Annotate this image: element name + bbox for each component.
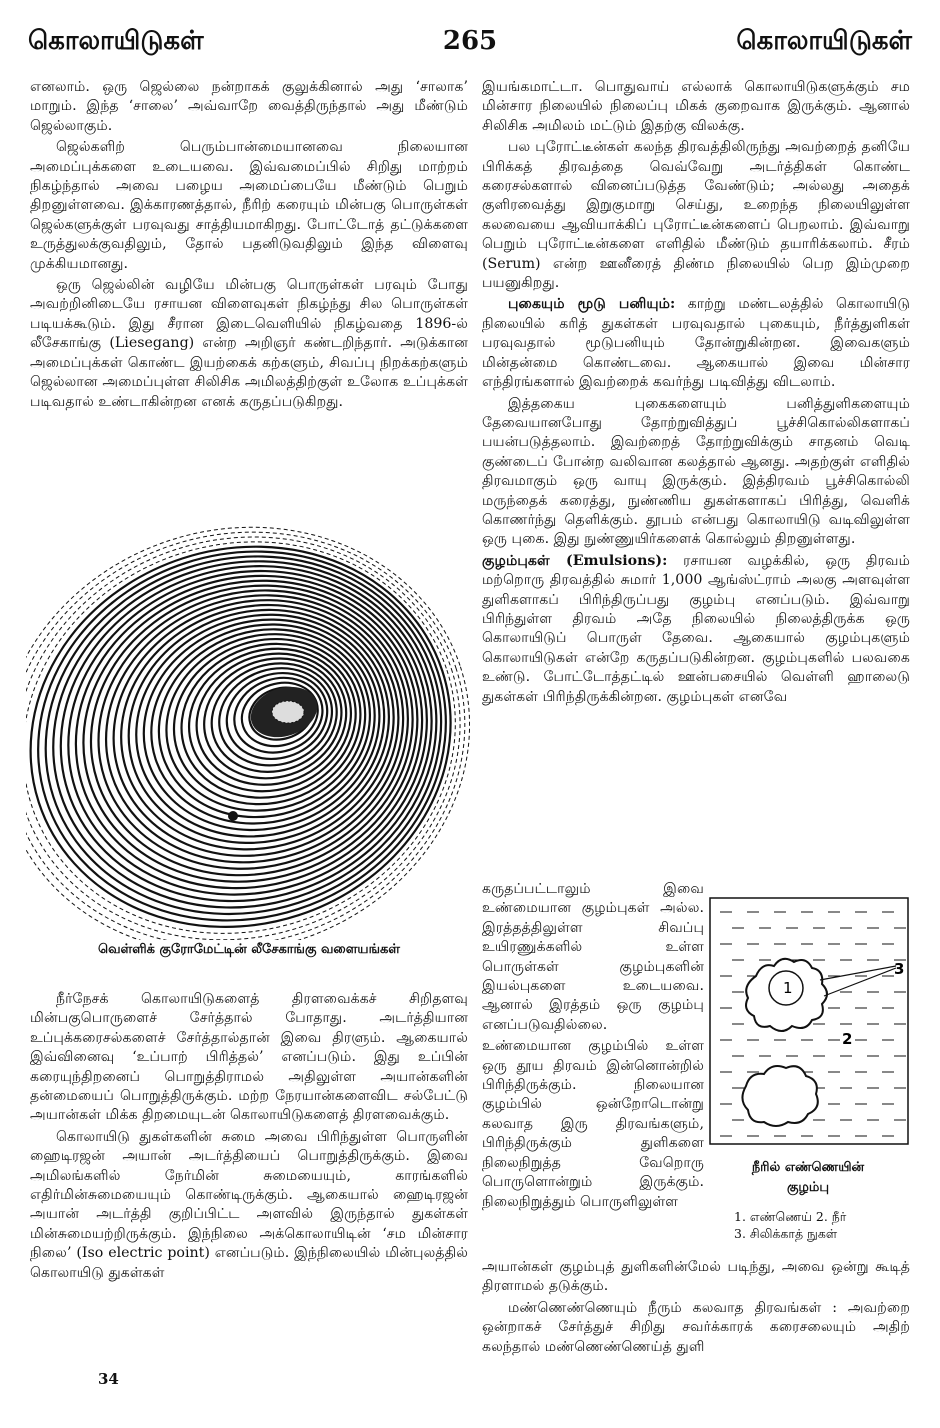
emulsion-legend (734, 1208, 914, 1242)
paragraph: மண்ணெண்ணெயும் நீரும் கலவாத திரவங்கள் : அவற்றை ஒன்றாகச் சேர்த்துச் சிறிது சவர்க்காரக் கரைசலையும் அதிற் கலந்தால் மண்ணெண்ணெய்த் துளி (482, 1299, 910, 1355)
caption-line: குழம்பு (786, 1180, 830, 1195)
paragraph (482, 295, 910, 392)
emulsion-caption (708, 1158, 908, 1198)
liesegang-rings-figure (26, 500, 470, 940)
right-column-bottom (482, 1258, 910, 1359)
ring-marker-dot (228, 811, 238, 821)
label-1: 1 (783, 979, 793, 997)
paragraph: நீர்நேசக் கொலாயிடுகளைத் திரளவைக்கச் சிறிதளவு மின்பகுபொருளைச் சேர்த்தால் போதாது. அடர்த்தியான உப்புக்கரைசல்களைச் சேர்த்தால்தான் இவை திரளும். ஆகையால் இவ்வினைவு ‘உப்பாற் பிரித்தல்’ எனப்படும். இது உப்பின் கரையுந்திறனைப் பொறுத்திராமல் அதிலுள்ள அயான்களின் தன்மையைப் பொறுத்திருக்கும். மற்ற நேரயான்களைவிட சல்பேட்டு அயான்கள் மிக்க திறமையுடன் கொலாயிடுகளைத் திரளவைக்கும். (30, 991, 468, 1124)
left-column-bottom (30, 990, 468, 1285)
section-lead: குழம்புகள் (Emulsions): (482, 552, 668, 569)
section-lead: புகையும் மூடு பனியும்: (508, 296, 676, 313)
label-3: 3 (894, 960, 905, 978)
paragraph (482, 552, 910, 707)
right-column-top (482, 78, 910, 709)
paragraph: ஜெல்களிற் பெரும்பான்மையானவை நிலையான அமைப்புக்களை உடையவை. இவ்வமைப்பில் சிறிது மாற்றம் நிகழ்ந்தால் அவை பழைய அமைப்பையே மீண்டும் பெறும் திறனுள்ளவை. இக்காரணத்தால், நீரிற் கரையும் மின்பகு பொருள்கள் ஜெல்களுக்குள் பரவுவது சாத்தியமாகிறது. போட்டோத் தட்டுக்களை உருத்துலக்குவதிலும், தோல் பதனிடுவதிலும் இந்த விளைவு முக்கியமானது. (30, 139, 468, 272)
paragraph: பல புரோட்டீன்கள் கலந்த திரவத்திலிருந்து அவற்றைத் தனியே பிரிக்கத் திரவத்தை வெவ்வேறு அடர்த்திகள் கொண்ட கரைசல்களால் வினைப்படுத்த வேண்டும்; அல்லது அதைக் குளிரவைத்து இறுகுமாறு செய்து, உறைந்த நிலையிலுள்ள கலவையை ஆவியாக்கிப் புரோட்டீன்களைப் பெறலாம். இவ்வாறு பெறும் புரோட்டீன்களை எளிதில் மீண்டும் தயாரிக்கலாம். சீரம் (Serum) என்ற ஊனீரைத் திண்ம நிலையில் பெற இம்முறை பயனுகிறது. (482, 139, 910, 292)
paragraph: கருதப்பட்டாலும் இவை உண்மையான குழம்புகள் அல்ல. இரத்தத்திலுள்ள சிவப்பு உயிரணுக்களில் உள்ள பொருள்கள் குழம்புகளின் இயல்புகளை உடையவை. ஆனால் இரத்தம் ஒரு குழம்பு எனப்படுவதில்லை. (482, 881, 704, 1033)
header-left-title: கொலாயிடுகள் (28, 26, 204, 56)
liesegang-rings-illustration (26, 500, 470, 940)
header-page-number: 265 (442, 26, 498, 56)
paragraph: ஒரு ஜெல்லின் வழியே மின்பகு பொருள்கள் பரவும் போது அவற்றினிடையே ரசாயன விளைவுகள் நிகழ்ந்து சில பொருள்கள் படியக்கூடும். இது சீரான இடைவெளியில் நிகழ்வதை 1896-ல் லீசேகாங்கு (Liesegang) என்ற அறிஞர் கண்டறிந்தார். அடுக்கான அமைப்புக்கள் கொண்ட இயற்கைக் கற்களும், சிவப்பு நிறக்கற்களும் ஜெல்லான அமைப்புள்ள சிலிசிக அமிலத்திற்குள் உலோக உப்புக்கள் படிவதால் உண்டாகின்றன எனக் கருதப்படுகிறது. (30, 277, 468, 410)
paragraph: கொலாயிடு துகள்களின் சுமை அவை பிரிந்துள்ள பொருளின் ஹைடிரஜன் அயான் அடர்த்தியைப் பொறுத்திருக்கும். இவை அமிலங்களில் நேர்மின் சுமையையும், காரங்களில் எதிர்மின்சுமையையும் கொண்டிருக்கும். ஆகையால் ஹைடிரஜன் அயான் அடர்த்தி குறிப்பிட்ட அளவில் இருந்தால் துகள்கள் மின்சுமையற்றிருக்கும். இந்நிலை அக்கொலாயிடின் ‘சம மின்சார நிலை’ (Iso electric point) எனப்படும். இந்நிலையில் மின்புலத்தில் கொலாயிடு துகள்கள் (30, 1128, 468, 1281)
oil-in-water-emulsion-illustration (708, 896, 912, 1148)
paragraph: இத்தகைய புகைகளையும் பனித்துளிகளையும் தேவையானபோது தோற்றுவித்துப் பூச்சிகொல்லிகளாகப் பயன்படுத்தலாம். இவற்றைத் தோற்றுவிக்கும் சாதனம் வெடி குண்டைப் போன்ற வலிவான கலத்தால் ஆனது. அதற்குள் எளிதில் திரவமாகும் ஒரு வாயு இருக்கும். இத்திரவம் பூச்சிகொல்லி மருந்தைக் கரைத்து, நுண்ணிய துகள்களாகப் பிரித்து, வெளிக் கொணர்ந்து தெளிக்கும். தூபம் என்பது கொலாயிடு வடிவிலுள்ள ஒரு புகை. இது நுண்ணுயிர்களைக் கொல்லும் திறனுள்ளது. (482, 395, 910, 548)
figure-caption: வெள்ளிக் குரோமேட்டின் லீசேகாங்கு வளையங்கள் (97, 942, 400, 957)
oil-droplet-bottom (742, 1066, 817, 1126)
right-column-beside-figure (482, 880, 704, 1214)
paragraph: உண்மையான குழம்பில் உள்ள ஒரு தூய திரவம் இன்னொன்றில் பிரிந்திருக்கும். நிலையான குழம்பில் ஒன்றோடொன்று கலவாத இரு திரவங்களும், பிரிந்திருக்கும் துளிகளை நிலைநிறுத்த வேறொரு பொருளொன்றும் இருக்கும். நிலைநிறுத்தும் பொருளிலுள்ள (482, 1038, 704, 1210)
emulsion-figure (708, 896, 912, 1148)
header-right-title: கொலாயிடுகள் (736, 26, 912, 56)
page-header (28, 26, 912, 66)
paragraph-text: ரசாயன வழக்கில், ஒரு திரவம் மற்றொரு திரவத்தில் சுமார் 1,000 ஆங்ஸ்ட்ராம் அலகு அளவுள்ள துளிகளாகப் பிரிந்திருப்பது குழம்பு எனப்படும். இவ்வாறு பிரிந்துள்ள திரவம் அதே நிலையில் நிலைத்திருக்க ஒரு கொலாயிடுப் பொருள் தேவை. ஆகையால் குழம்புகளும் கொலாயிடுகள் என்றே கருதப்படுகின்றன. குழம்புகளில் பலவகை உண்டு. போட்டோத்தட்டில் ஊன்பசையில் வெள்ளி ஹாலைடு துகள்கள் பிரிந்திருக்கின்றன. குழம்புகள் எனவே (482, 552, 910, 705)
paragraph: அயான்கள் குழம்புத் துளிகளின்மேல் படிந்து, அவை ஒன்று கூடித் திரளாமல் தடுக்கும். (482, 1259, 910, 1295)
legend-line: 3. சிலிக்காத் நுகள் (734, 1226, 838, 1241)
label-2: 2 (842, 1030, 853, 1048)
paragraph-text: காற்று மண்டலத்தில் கொலாயிடு நிலையில் கரித் துகள்கள் பரவுவதால் புகையும், நீர்த்துளிகள் பரவுவதால் மூடுபனியும் தோன்றுகின்றன. இவைகளும் மின்தன்மை கொண்டவை. ஆகையால் இவை மின்சார எந்திரங்களால் இவற்றைக் கவர்ந்து படிவித்து விடலாம். (482, 296, 910, 391)
legend-line: 1. எண்ணெய் 2. நீர் (734, 1209, 847, 1224)
footer-page-number: 34 (98, 1370, 119, 1388)
paragraph: எனலாம். ஒரு ஜெல்லை நன்றாகக் குலுக்கினால் அது ‘சாலாக’ மாறும். இந்த ‘சாலை’ அவ்வாறே வைத்திருந்தால் அது மீண்டும் ஜெல்லாகும். (30, 79, 468, 134)
left-column-top (30, 78, 468, 414)
paragraph: இயங்கமாட்டா. பொதுவாய் எல்லாக் கொலாயிடுகளுக்கும் சம மின்சார நிலையில் நிலைப்பு மிகக் குறைவாக இருக்கும். ஆனால் சிலிசிக அமிலம் மட்டும் இதற்கு விலக்கு. (482, 79, 910, 134)
caption-line: நீரில் எண்ணெயின் (751, 1160, 865, 1175)
ring-center-core (272, 701, 304, 723)
